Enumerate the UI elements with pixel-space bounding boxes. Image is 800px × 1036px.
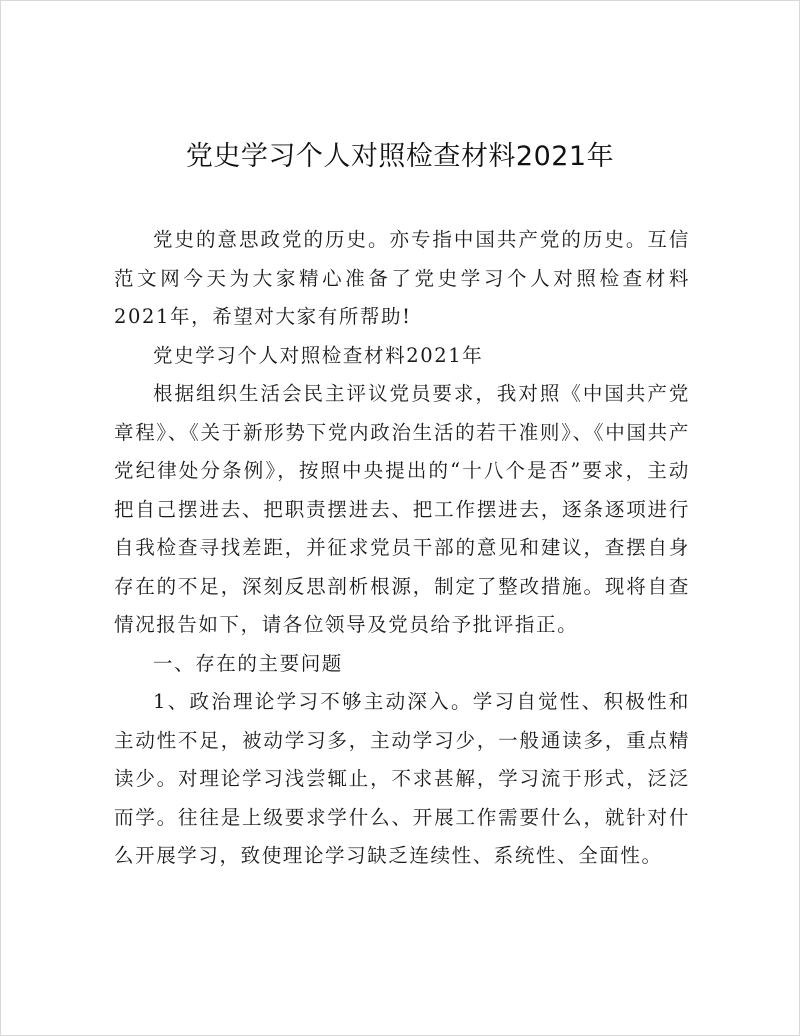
intro-paragraph: 党史的意思政党的历史。亦专指中国共产党的历史。互信范文网今天为大家精心准备了党史学习个人对照检查材料2021年，希望对大家有所帮助! (114, 228, 690, 328)
subtitle-paragraph: 党史学习个人对照检查材料2021年 (153, 343, 484, 367)
body-paragraph: 根据组织生活会民主评议党员要求，我对照《中国共产党章程》、《关于新形势下党内政治生活的若干准则》、《中国共产党纪律处分条例》，按照中央提出的“十八个是否”要求，主动把自己摆进去、把职责摆进去、把工作摆进去，逐条逐项进行自我检查寻找差距，并征求党员干部的意见和建议，查摆自身存在的不足，深刻反思剖析根源，制定了整改措施。现将自查情况报告如下，请各位领导及党员给予批评指正。 (114, 382, 690, 636)
document-body (114, 221, 690, 876)
section-heading: 一、存在的主要问题 (153, 651, 343, 675)
document-title: 党史学习个人对照检查材料2021年 (185, 141, 615, 172)
issue-paragraph: 1、政治理论学习不够主动深入。学习自觉性、积极性和主动性不足，被动学习多，主动学习少，一般通读多，重点精读少。对理论学习浅尝辄止，不求甚解，学习流于形式，泛泛而学。往往是上级要求学什么、开展工作需要什么，就针对什么开展学习，致使理论学习缺乏连续性、系统性、全面性。 (114, 690, 690, 867)
